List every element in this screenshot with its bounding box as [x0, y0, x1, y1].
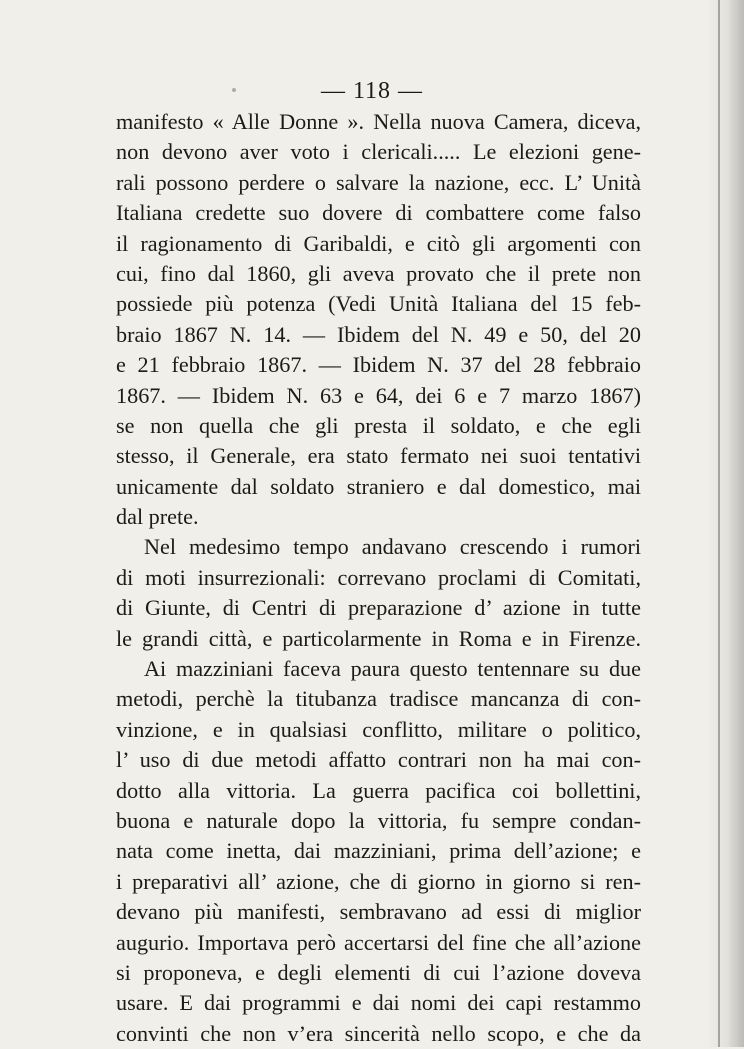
text-line: le grandi città, e particolarmente in Roma e in Firenze.: [116, 625, 641, 651]
text-line: augurio. Importava però accertarsi del fine che all’azione: [116, 929, 641, 955]
text-line: il ragionamento di Garibaldi, e citò gli argomenti con: [116, 230, 641, 256]
text-line: si proponeva, e degli elementi di cui l’azione doveva: [116, 959, 641, 985]
text-line: metodi, perchè la titubanza tradisce mancanza di con-: [116, 686, 641, 712]
text-line: Italiana credette suo dovere di combattere come falso: [116, 200, 641, 226]
text-line: cui, fino dal 1860, gli aveva provato che il prete non: [116, 260, 641, 286]
text-line: 1867. — Ibidem N. 63 e 64, dei 6 e 7 marzo 1867): [116, 382, 641, 408]
text-line: convinti che non v’era sincerità nello scopo, e che da: [116, 1020, 641, 1046]
page-binding-line: [718, 0, 720, 1047]
text-line: devano più manifesti, sembravano ad essi di miglior: [116, 899, 641, 925]
text-line: rali possono perdere o salvare la nazione, ecc. L’ Unità: [116, 169, 641, 195]
text-line: se non quella che gli presta il soldato, e che egli: [116, 412, 641, 438]
body-text: [116, 107, 641, 1049]
text-line: dal prete.: [116, 504, 199, 530]
text-line: usare. E dai programmi e dai nomi dei capi restammo: [116, 990, 641, 1016]
text-line: e 21 febbraio 1867. — Ibidem N. 37 del 28 febbraio: [116, 352, 641, 378]
page-number: — 118 —: [320, 78, 424, 104]
text-line: l’ uso di due metodi affatto contrari non ha mai con-: [116, 747, 641, 773]
text-line: di Giunte, di Centri di preparazione d’ azione in tutte: [116, 595, 641, 621]
text-line: possiede più potenza (Vedi Unità Italiana del 15 feb-: [116, 291, 641, 317]
text-line: nata come inetta, dai mazziniani, prima dell’azione; e: [116, 838, 641, 864]
text-line: manifesto « Alle Donne ». Nella nuova Camera, diceva,: [116, 109, 641, 134]
text-line: dotto alla vittoria. La guerra pacifica coi bollettini,: [116, 777, 641, 803]
page-edge-shadow: [706, 0, 744, 1047]
text-line: di moti insurrezionali: correvano proclami di Comitati,: [116, 564, 641, 590]
text-line: buona e naturale dopo la vittoria, fu sempre condan-: [116, 807, 641, 833]
text-line: stesso, il Generale, era stato fermato nei suoi tentativi: [116, 443, 641, 469]
text-line: i preparativi all’ azione, che di giorno in giorno si ren-: [116, 868, 641, 894]
text-line: non devono aver voto i clericali..... Le elezioni gene-: [116, 139, 641, 165]
text-line: unicamente dal soldato straniero e dal domestico, mai: [116, 473, 641, 499]
text-line: braio 1867 N. 14. — Ibidem del N. 49 e 50, del 20: [116, 321, 641, 347]
text-line: Nel medesimo tempo andavano crescendo i rumori: [144, 534, 641, 560]
text-line: vinzione, e in qualsiasi conflitto, militare o politico,: [116, 716, 641, 742]
text-line: Ai mazziniani faceva paura questo tentennare su due: [144, 656, 641, 682]
